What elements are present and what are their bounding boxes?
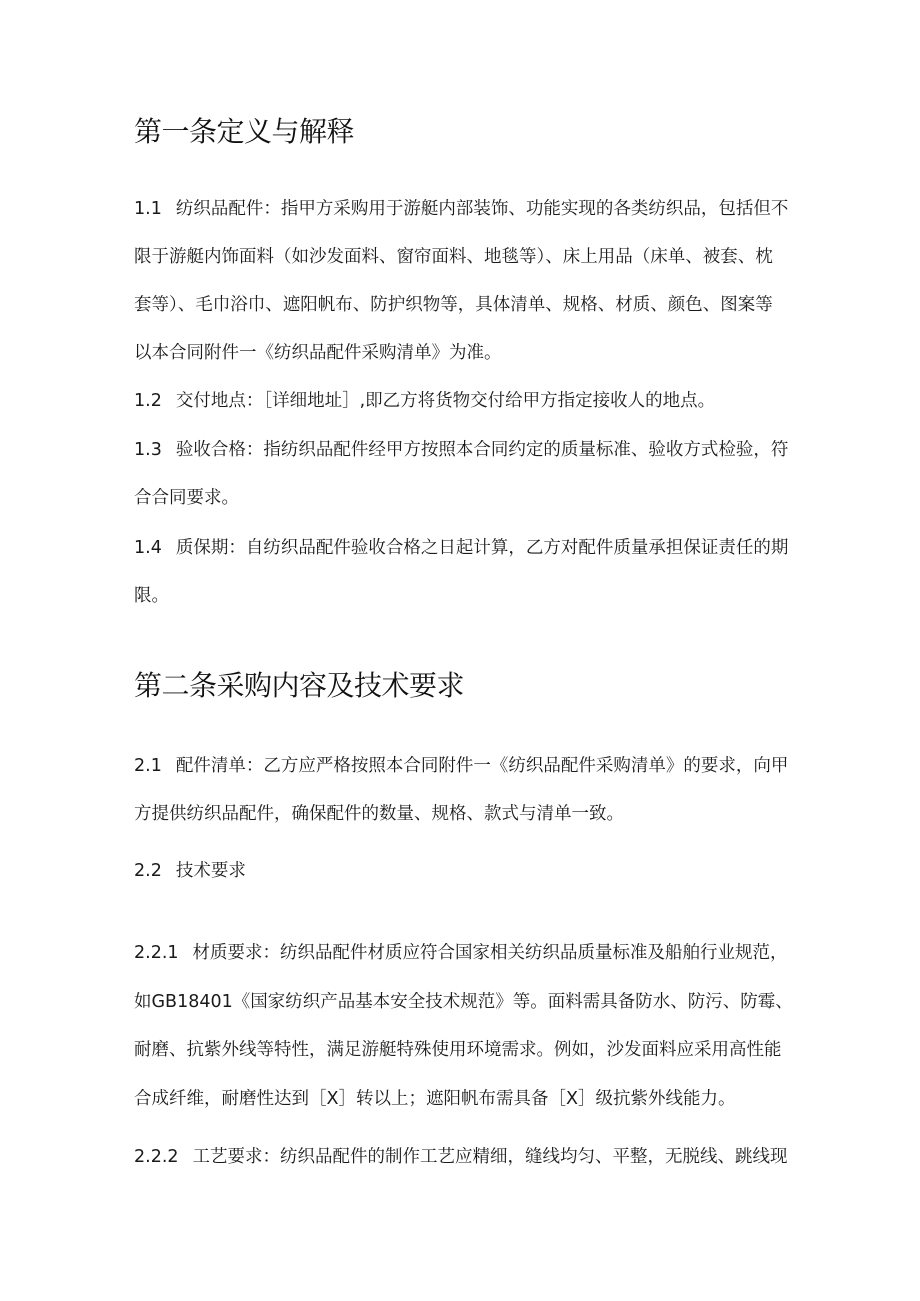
section-1-heading: 第一条定义与解释: [134, 115, 355, 148]
clause-text: 质保期：自纺织品配件验收合格之日起计算，乙方对配件质量承担保证责任的期: [175, 538, 789, 558]
section-2-heading: 第二条采购内容及技术要求: [134, 669, 465, 702]
clause-1-3-line-2: 合合同要求。: [134, 488, 239, 508]
clause-1-4-line-2: 限。: [134, 586, 169, 606]
clause-1-1-line-2: 限于游艇内饰面料（如沙发面料、窗帘面料、地毯等）、床上用品（床单、被套、枕: [134, 247, 773, 267]
clause-2-2-2-line-1: [134, 1143, 788, 1168]
clause-text: 交付地点：［详细地址］,即乙方将货物交付给甲方指定接收人的地点。: [175, 391, 716, 411]
clause-2-2-1-line-3: 耐磨、抗紫外线等特性，满足游艇特殊使用环境需求。例如，沙发面料应采用高性能: [134, 1040, 782, 1060]
clause-number: 1.4: [134, 538, 162, 558]
clause-text: 验收合格：指纺织品配件经甲方按照本合同约定的质量标准、验收方式检验，符: [175, 440, 789, 460]
clause-text: 纺织品配件：指甲方采购用于游艇内部装饰、功能实现的各类纺织品，包括但不: [175, 199, 789, 219]
clause-2-1-line-2: 方提供纺织品配件，确保配件的数量、规格、款式与清单一致。: [134, 804, 624, 824]
clause-2-2-1-line-4: 合成纤维，耐磨性达到［X］转以上；遮阳帆布需具备［X］级抗紫外线能力。: [134, 1089, 736, 1109]
clause-text: 工艺要求：纺织品配件的制作工艺应精细，缝线均匀、平整，无脱线、跳线现: [192, 1147, 788, 1167]
clause-number: 2.2.2: [134, 1147, 179, 1167]
clause-text: 技术要求: [175, 861, 246, 881]
clause-1-4-line-1: [134, 534, 788, 559]
clause-2-2-line-1: [134, 857, 246, 882]
clause-1-1-line-4: 以本合同附件一《纺织品配件采购清单》为准。: [134, 343, 502, 363]
clause-number: 1.2: [134, 391, 162, 411]
clause-2-1-line-1: [134, 752, 788, 777]
clause-2-2-1-line-2: 如GB18401《国家纺织产品基本安全技术规范》等。面料需具备防水、防污、防霉、: [134, 992, 793, 1012]
clause-1-2-line-1: [134, 387, 715, 412]
clause-number: 1.1: [134, 199, 162, 219]
clause-1-1-line-1: [134, 195, 788, 220]
clause-2-2-1-line-1: [134, 939, 788, 964]
clause-number: 2.2.1: [134, 943, 179, 963]
clause-number: 2.2: [134, 861, 162, 881]
clause-number: 2.1: [134, 756, 162, 776]
clause-number: 1.3: [134, 440, 162, 460]
clause-1-1-line-3: 套等）、毛巾浴巾、遮阳帆布、防护织物等，具体清单、规格、材质、颜色、图案等: [134, 295, 773, 315]
clause-text: 材质要求：纺织品配件材质应符合国家相关纺织品质量标准及船舶行业规范，: [192, 943, 788, 963]
clause-text: 配件清单：乙方应严格按照本合同附件一《纺织品配件采购清单》的要求，向甲: [175, 756, 789, 776]
clause-1-3-line-1: [134, 436, 788, 461]
